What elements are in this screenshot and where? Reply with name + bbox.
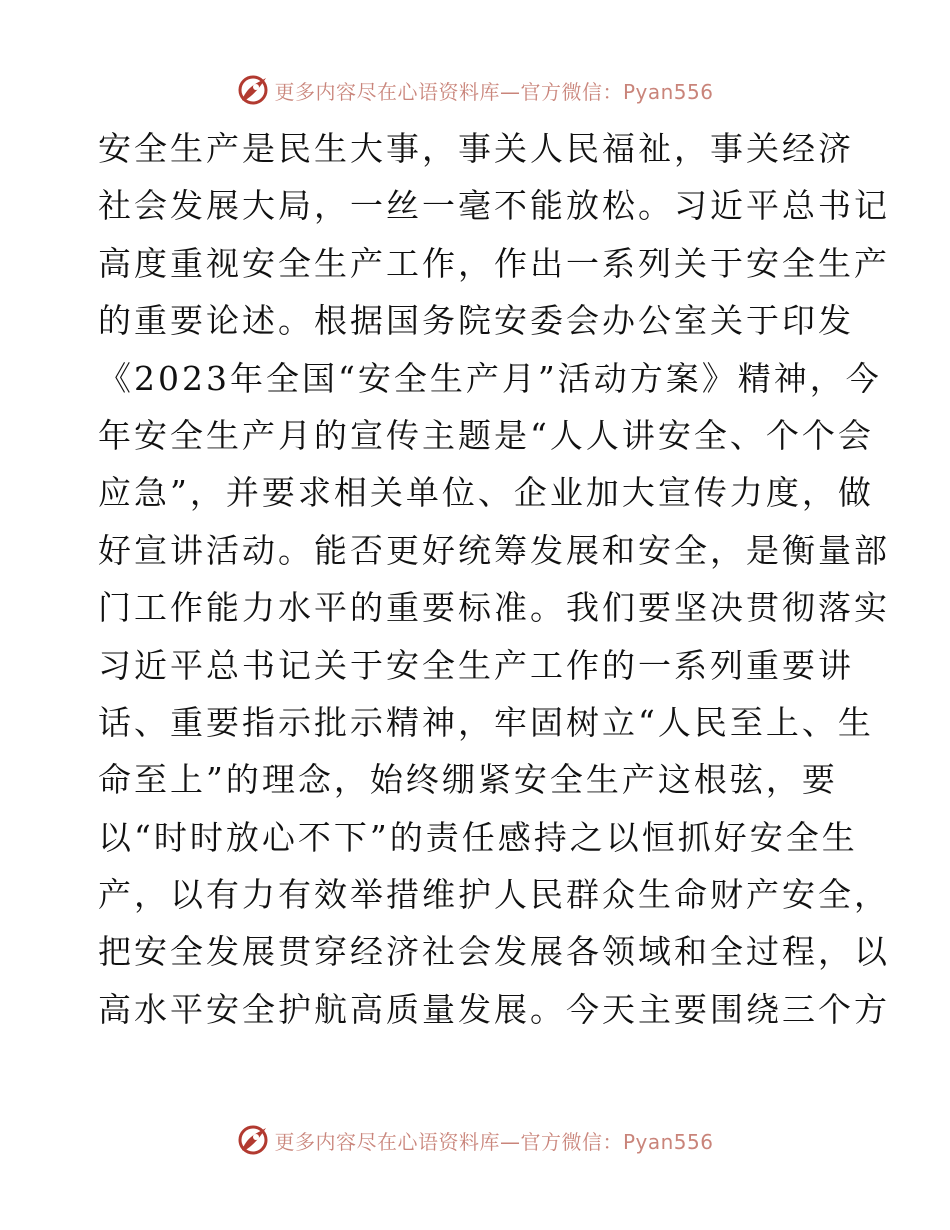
footer-watermark xyxy=(0,1120,950,1160)
header-banner-text: 更多内容尽在心语资料库—官方微信：Pyan556 xyxy=(274,79,714,104)
paragraph-line: 以“时时放心不下”的责任感持之以恒抓好安全生 xyxy=(98,817,858,857)
paragraph-line: 的重要论述。根据国务院安委会办公室关于印发 xyxy=(98,301,854,341)
paragraph-line: 门工作能力水平的重要标准。我们要坚决贯彻落实 xyxy=(98,588,890,628)
paragraph-line: 产，以有力有效举措维护人民群众生命财产安全， xyxy=(98,875,890,915)
paragraph-line: 高度重视安全生产工作，作出一系列关于安全生产 xyxy=(98,243,890,283)
brand-logo-icon xyxy=(236,73,270,107)
paragraph-line: 应急”，并要求相关单位、企业加大宣传力度，做 xyxy=(98,473,874,513)
paragraph-line: 好宣讲活动。能否更好统筹发展和安全，是衡量部 xyxy=(98,530,890,570)
paragraph-line: 话、重要指示批示精神，牢固树立“人民至上、生 xyxy=(98,702,874,742)
paragraph-line: 安全生产是民生大事，事关人民福祉，事关经济 xyxy=(98,129,854,168)
paragraph-line: 《2023年全国“安全生产月”活动方案》精神，今 xyxy=(98,358,882,398)
document-body xyxy=(98,120,890,1038)
footer-banner-text: 更多内容尽在心语资料库—官方微信：Pyan556 xyxy=(274,1129,714,1154)
paragraph-line: 命至上”的理念，始终绷紧安全生产这根弦，要 xyxy=(98,760,838,800)
paragraph-line: 高水平安全护航高质量发展。今天主要围绕三个方 xyxy=(98,989,890,1029)
paragraph-line: 年安全生产月的宣传主题是“人人讲安全、个个会 xyxy=(98,415,874,455)
paragraph-line: 习近平总书记关于安全生产工作的一系列重要讲 xyxy=(98,645,854,685)
paragraph-line: 把安全发展贯穿经济社会发展各领域和全过程，以 xyxy=(98,932,890,972)
brand-logo-icon xyxy=(236,1123,270,1157)
paragraph-line: 社会发展大局，一丝一毫不能放松。习近平总书记 xyxy=(98,186,890,226)
header-watermark xyxy=(0,70,950,110)
